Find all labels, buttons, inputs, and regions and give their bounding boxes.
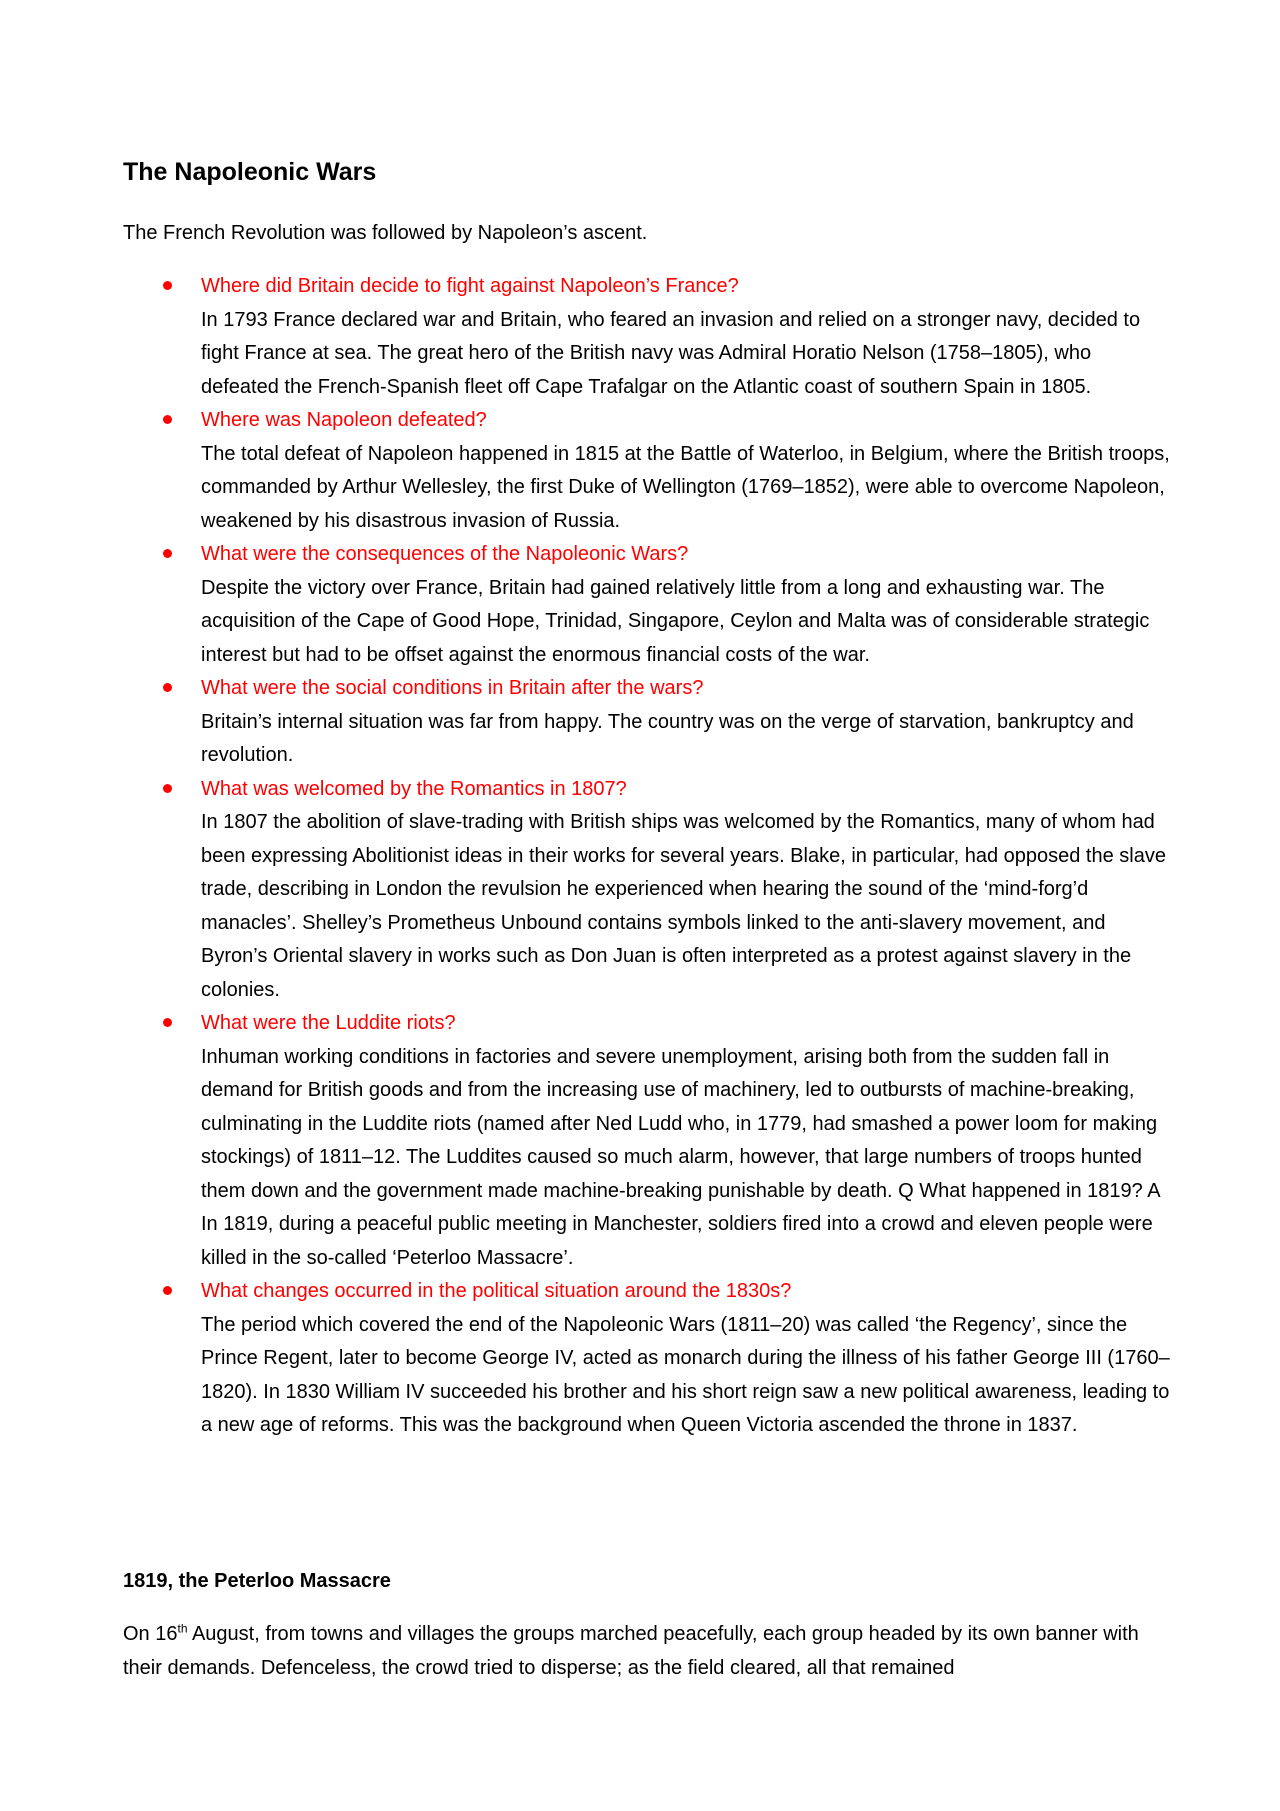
bullet-icon xyxy=(163,549,172,558)
question-text: What were the Luddite riots? xyxy=(201,1012,456,1034)
question-text: What were the consequences of the Napoleonic Wars? xyxy=(201,543,689,565)
question-text: What was welcomed by the Romantics in 1807? xyxy=(201,777,627,800)
answer-text: Inhuman working conditions in factories and severe unemployment, arising both from the sudden fall in demand for British goods and from the increasing use of machinery, led to outbursts of machine-breaking, culminating in the Luddite riots (named after Ned Ludd who, in 1779, had smashed a power loom for making stockings) of 1811–12. The Luddites caused so much alarm, however, that large numbers of troops hunted them down and the government made machine-breaking punishable by death. Q What happened in 1819? A In 1819, during a peaceful public meeting in Manchester, soldiers fired into a crowd and eleven people were killed in the so-called ‘Peterloo Massacre’. xyxy=(201,1045,1160,1269)
bullet-icon xyxy=(163,683,172,692)
page-title: The Napoleonic Wars xyxy=(123,158,377,186)
list-item xyxy=(123,270,1173,404)
answer-text: Despite the victory over France, Britain had gained relatively little from a long and exhausting war. The acquisition of the Cape of Good Hope, Trinidad, Singapore, Ceylon and Malta was of considerable strategic interest but had to be offset against the enormous financial costs of the war. xyxy=(201,576,1150,666)
question-text: What changes occurred in the political situation around the 1830s? xyxy=(201,1280,792,1302)
question-text: Where was Napoleon defeated? xyxy=(201,409,487,431)
list-item xyxy=(123,404,1173,538)
bullet-icon xyxy=(163,1286,172,1295)
bullet-icon xyxy=(163,415,172,424)
answer-text: In 1807 the abolition of slave-trading with British ships was welcomed by the Romantics, many of whom had been expressing Abolitionist ideas in their works for several years. Blake, in particular, had opposed the slave trade, describing in London the revulsion he experienced when hearing the sound of the ‘mind-forg’d manacles’. Shelley’s Prometheus Unbound contains symbols linked to the anti-slavery movement, and Byron’s Oriental slavery in works such as Don Juan is often interpreted as a protest against slavery in the colonies. xyxy=(201,811,1166,1001)
intro-paragraph: The French Revolution was followed by Napoleon’s ascent. xyxy=(123,222,648,244)
list-item xyxy=(123,1007,1173,1275)
answer-text: In 1793 France declared war and Britain, who feared an invasion and relied on a stronger navy, decided to fight France at sea. The great hero of the British navy was Admiral Horatio Nelson (1758–1805), who defeated the French-Spanish fleet off Cape Trafalgar on the Atlantic coast of southern Spain in 1805. xyxy=(201,308,1141,398)
closing-prefix: On 16 xyxy=(123,1623,178,1645)
bullet-icon xyxy=(163,1018,172,1027)
bullet-icon xyxy=(163,784,172,793)
list-item xyxy=(123,672,1173,773)
ordinal-suffix: th xyxy=(177,1621,188,1636)
section-heading: 1819, the Peterloo Massacre xyxy=(123,1570,391,1592)
answer-text: The period which covered the end of the Napoleonic Wars (1811–20) was called ‘the Regency’, since the Prince Regent, later to become George IV, acted as monarch during the illness of his father George III (1760–1820). In 1830 William IV succeeded his brother and his short reign saw a new political awareness, leading to a new age of reforms. This was the background when Queen Victoria ascended the throne in 1837. xyxy=(201,1313,1170,1436)
list-item xyxy=(123,773,1173,1008)
list-item xyxy=(123,1275,1173,1443)
answer-text: Britain’s internal situation was far from happy. The country was on the verge of starvation, bankruptcy and revolution. xyxy=(201,710,1134,766)
question-text: What were the social conditions in Britain after the wars? xyxy=(201,677,704,699)
closing-rest: August, from towns and villages the groups marched peacefully, each group headed by its own banner with their demands. Defenceless, the crowd tried to disperse; as the field cleared, all that remained xyxy=(123,1623,1139,1679)
answer-text: The total defeat of Napoleon happened in 1815 at the Battle of Waterloo, in Belgium, where the British troops, commanded by Arthur Wellesley, the first Duke of Wellington (1769–1852), were able to overcome Napoleon, weakened by his disastrous invasion of Russia. xyxy=(201,442,1170,532)
list-item xyxy=(123,538,1173,672)
question-text: Where did Britain decide to fight against Napoleon’s France? xyxy=(201,275,739,297)
closing-paragraph xyxy=(123,1617,1163,1685)
qa-list xyxy=(123,270,1173,1443)
bullet-icon xyxy=(163,281,172,290)
